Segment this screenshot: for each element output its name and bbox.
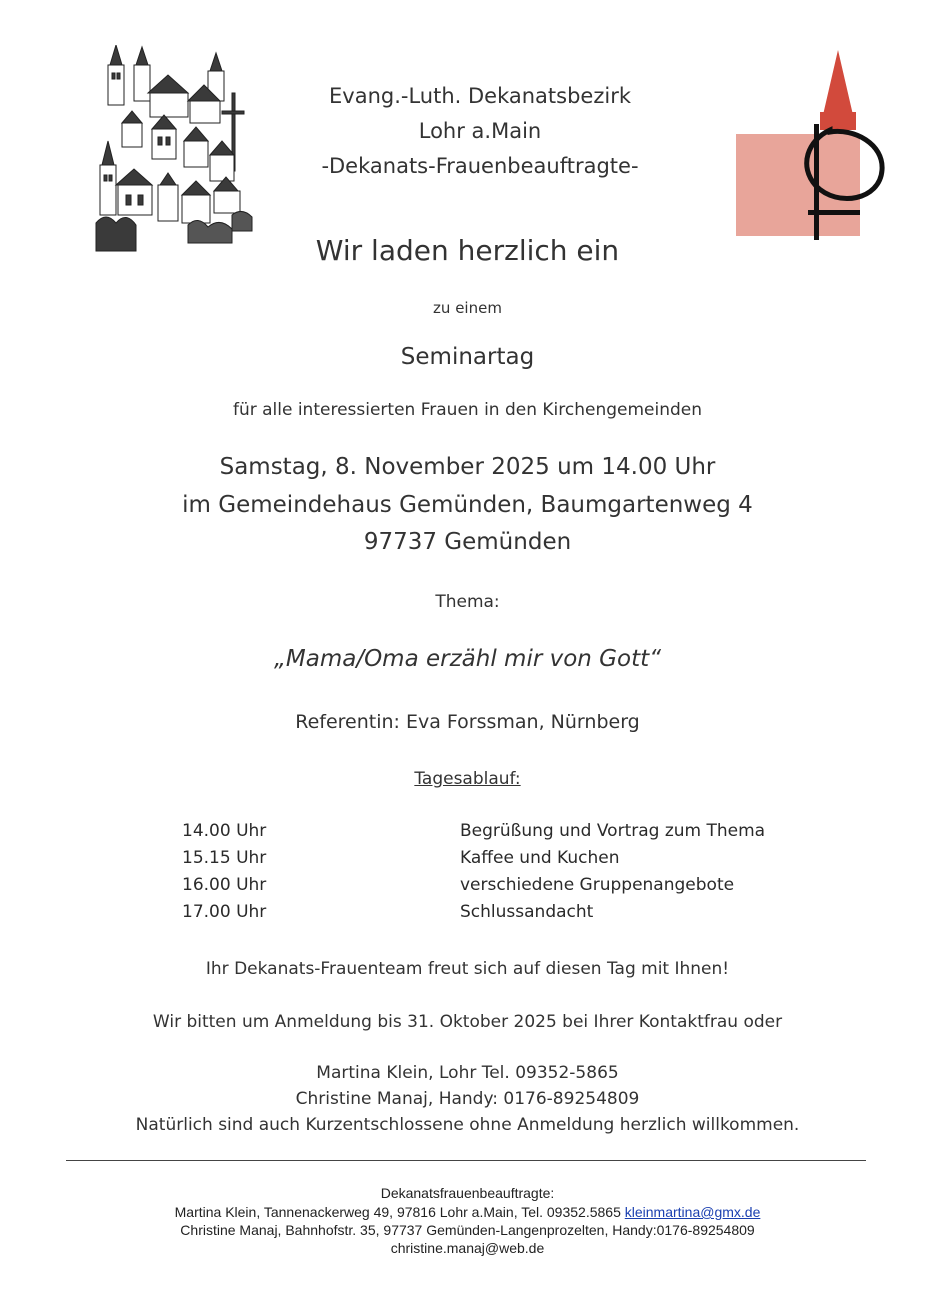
team-greeting: Ihr Dekanats-Frauenteam freut sich auf diesen Tag mit Ihnen!	[205, 959, 730, 979]
contact-martina: Martina Klein, Lohr Tel. 09352-5865	[316, 1063, 619, 1083]
contact-christine: Christine Manaj, Handy: 0176-89254809	[295, 1089, 640, 1109]
schedule-item: Schlussandacht	[460, 902, 594, 922]
event-city: 97737 Gemünden	[363, 529, 572, 555]
church-town-illustration-icon	[92, 45, 254, 255]
registration-note: Wir bitten um Anmeldung bis 31. Oktober 2025 bei Ihrer Kontaktfrau oder	[152, 1012, 783, 1032]
district-town: Lohr a.Main	[418, 119, 542, 143]
footer-address-1: Martina Klein, Tannenackerweg 49, 97816 Lohr a.Main, Tel. 09352.5865	[174, 1204, 621, 1220]
women-church-emblem-icon	[730, 48, 890, 240]
event-type: Seminartag	[400, 344, 535, 370]
topic-label: Thema:	[435, 592, 500, 612]
headline: Wir laden herzlich ein	[315, 234, 620, 267]
schedule-item: verschiedene Gruppenangebote	[460, 875, 735, 895]
schedule-item: Kaffee und Kuchen	[460, 848, 620, 868]
schedule-heading: Tagesablauf:	[414, 769, 521, 789]
intro-text: zu einem	[433, 299, 502, 317]
event-venue: im Gemeindehaus Gemünden, Baumgartenweg 4	[182, 492, 753, 518]
schedule-item: Begrüßung und Vortrag zum Thema	[460, 821, 766, 841]
walk-ins-note: Natürlich sind auch Kurzentschlossene ohne Anmeldung herzlich willkommen.	[135, 1115, 800, 1135]
speaker: Referentin: Eva Forssman, Nürnberg	[295, 711, 640, 733]
schedule-time: 16.00 Uhr	[182, 875, 267, 895]
footer-contact-2: Christine Manaj, Bahnhofstr. 35, 97737 Gemünden-Langenprozelten, Handy:0176-89254809	[180, 1222, 755, 1238]
audience-text: für alle interessierten Frauen in den Kirchengemeinden	[232, 400, 703, 420]
schedule-time: 14.00 Uhr	[182, 821, 267, 841]
office-title: -Dekanats-Frauenbeauftragte-	[321, 154, 639, 178]
district-name: Evang.-Luth. Dekanatsbezirk	[329, 84, 631, 108]
footer-title: Dekanatsfrauenbeauftragte:	[380, 1185, 555, 1201]
email-link-martina[interactable]: kleinmartina@gmx.de	[624, 1204, 761, 1220]
schedule-time: 15.15 Uhr	[182, 848, 267, 868]
footer-contact-1	[0, 1204, 935, 1220]
schedule-time: 17.00 Uhr	[182, 902, 267, 922]
footer-email-2[interactable]: christine.manaj@web.de	[390, 1240, 545, 1256]
event-date: Samstag, 8. November 2025 um 14.00 Uhr	[219, 454, 716, 480]
footer-divider	[66, 1160, 866, 1161]
topic-title: „Mama/Oma erzähl mir von Gott“	[273, 646, 662, 672]
